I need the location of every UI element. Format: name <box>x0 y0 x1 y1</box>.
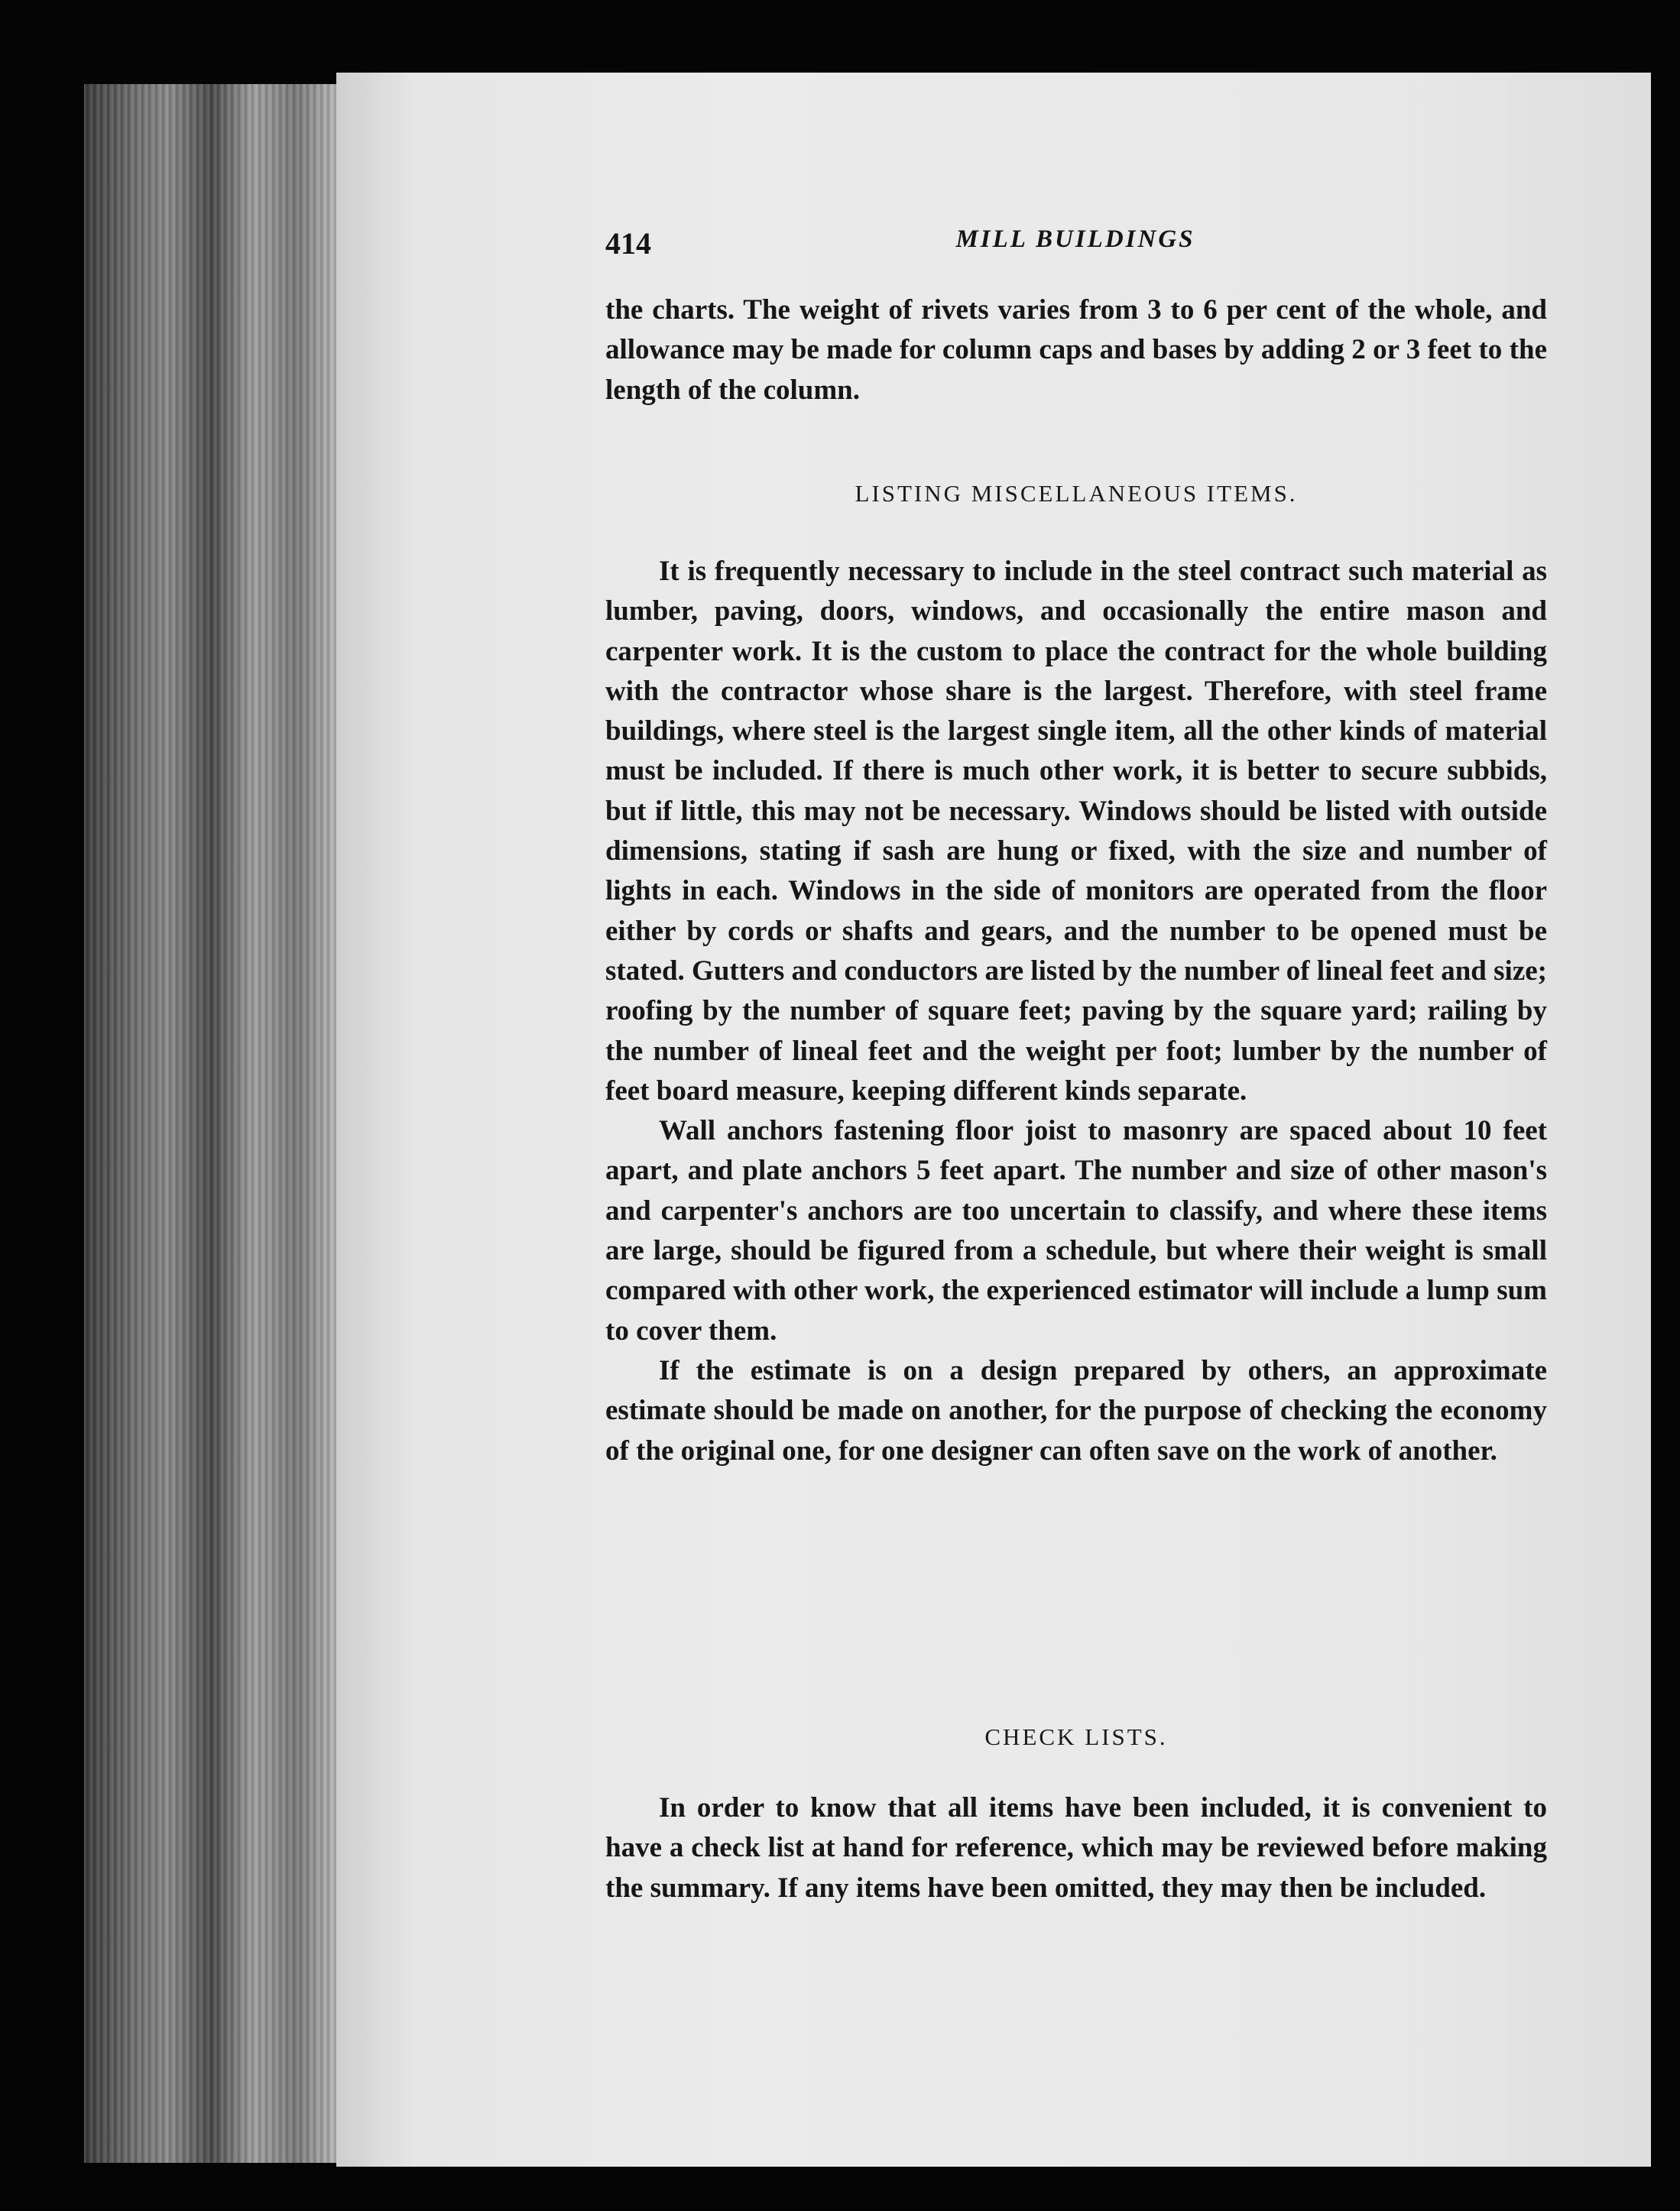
paragraph: Wall anchors fastening floor joist to masonry are spaced about 10 feet apart, and plate anchors 5 feet apart. The number and size of other mason's and carpenter's anchors are too uncertain to classify, and where these items are large, should be figured from a schedule, but where their weight is small compared with other work, the experienced estimator will include a lump sum to cover them. <box>605 1115 1547 1347</box>
section-heading-listing: LISTING MISCELLANEOUS ITEMS. <box>855 480 1298 507</box>
paragraph: In order to know that all items have been included, it is convenient to have a check list at hand for reference, which may be reviewed before making the summary. If any items have been omitted, they may then be included. <box>605 1792 1547 1904</box>
running-title: MILL BUILDINGS <box>955 225 1195 253</box>
continuation-paragraph: the charts. The weight of rivets varies from 3 to 6 per cent of the whole, and allowance may be made for column caps and bases by adding 2 or 3 feet to the length of the column. <box>605 294 1547 406</box>
page-number: 414 <box>605 226 651 261</box>
section-heading-check: CHECK LISTS. <box>984 1723 1168 1750</box>
paragraph: If the estimate is on a design prepared by others, an approximate estimate should be made on another, for the purpose of checking the economy of the original one, for one designer can often save on the work of another. <box>605 1354 1547 1467</box>
section-body-check <box>605 1788 1547 1908</box>
continuation-text <box>605 290 1547 410</box>
paragraph: It is frequently necessary to include in the steel contract such material as lumber, paving, doors, windows, and occasionally the entire mason and carpenter work. It is the custom to place the contract for the whole building with the contractor whose share is the largest. Therefore, with steel frame buildings, where steel is the largest single item, all the other kinds of material must be included. If there is much other work, it is better to secure subbids, but if little, this may not be necessary. Windows should be listed with outside dimensions, stating if sash are hung or fixed, with the size and number of lights in each. Windows in the side of monitors are operated from the floor either by cords or shafts and gears, and the number to be opened must be stated. Gutters and conductors are listed by the number of lineal feet and size; roofing by the number of square feet; paving by the square yard; railing by the number of lineal feet and the weight per foot; lumber by the number of feet board measure, keeping different kinds separate. <box>605 556 1547 1107</box>
book-page-edge <box>84 84 367 2163</box>
page-header <box>605 225 1545 264</box>
section-body-listing <box>605 552 1547 1471</box>
